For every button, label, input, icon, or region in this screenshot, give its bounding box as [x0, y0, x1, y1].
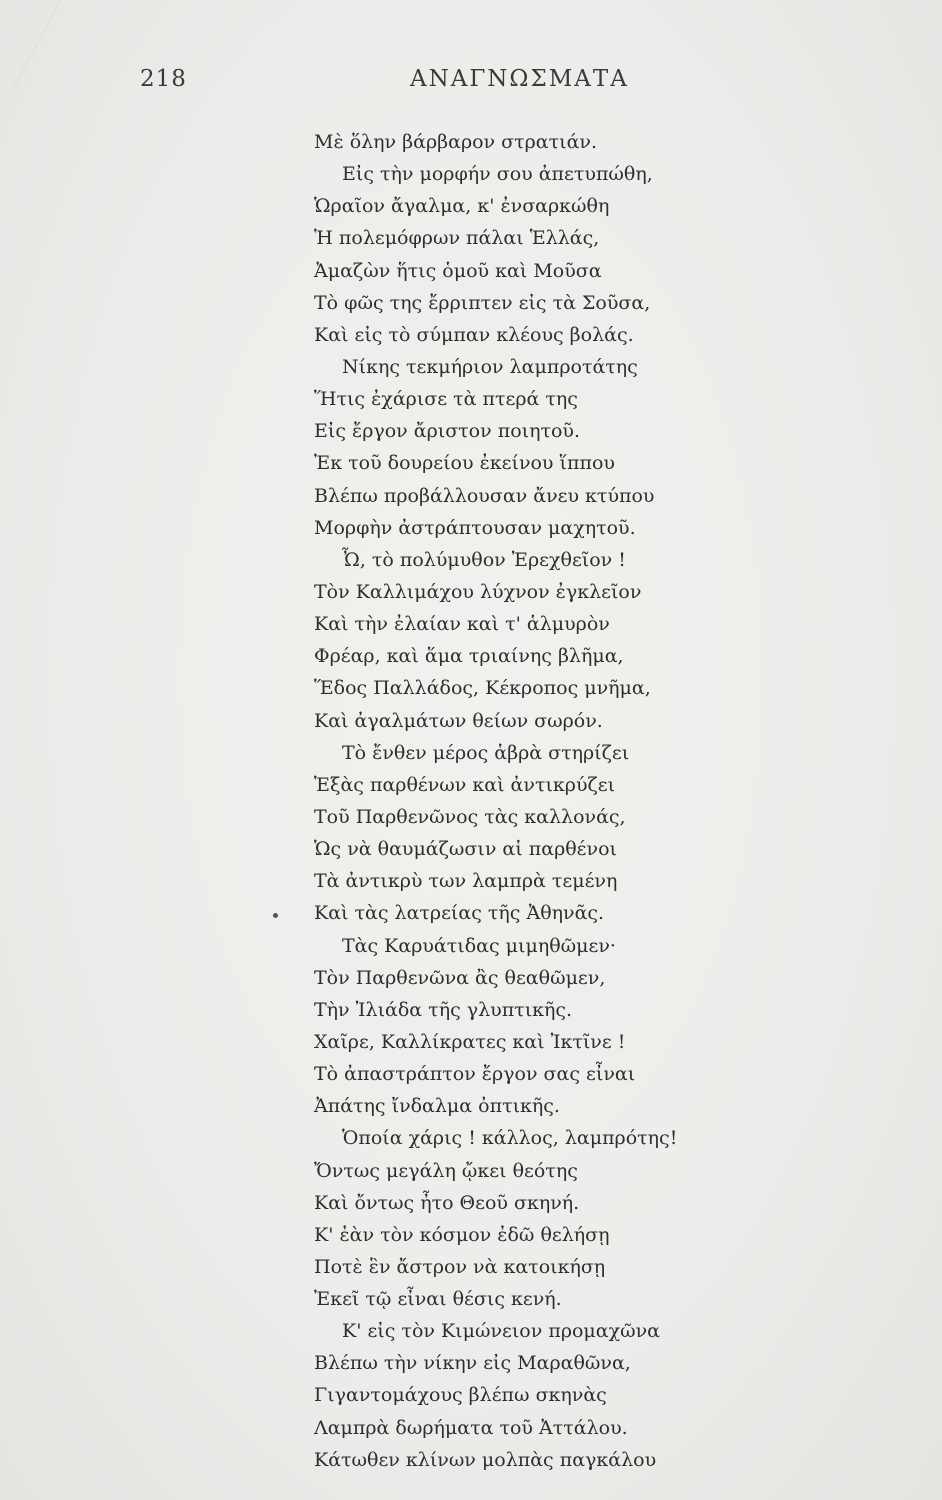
poem-line: Ἐκ τοῦ δουρείου ἐκείνου ἵππου — [314, 452, 615, 475]
poem-line: Ἕδος Παλλάδος, Κέκροπος μνῆμα, — [314, 677, 651, 700]
poem-line: Τὸν Παρθενῶνα ἂς θεαθῶμεν, — [314, 966, 606, 989]
poem-line: Ὡς νὰ θαυμάζωσιν αἱ παρθένοι — [314, 838, 617, 861]
poem-line: Μὲ ὅλην βάρβαρον στρατιάν. — [314, 131, 598, 153]
poem-line: Κ' εἰς τὸν Κιμώνειον προμαχῶνα — [342, 1320, 660, 1343]
poem-line: Καὶ τὰς λατρείας τῆς Ἀθηνᾶς. — [314, 902, 605, 925]
poem-line: Εἰς τὴν μορφήν σου ἀπετυπώθη, — [342, 163, 653, 186]
poem-line: Τὴν Ἰλιάδα τῆς γλυπτικῆς. — [314, 998, 573, 1021]
poem-line: Ποτὲ ἓν ἄστρον νὰ κατοικήσῃ — [314, 1255, 606, 1278]
ink-speck — [273, 913, 278, 918]
poem-line: Τὸ φῶς της ἔρριπτεν εἰς τὰ Σοῦσα, — [314, 291, 651, 314]
poem-line: Ἀπάτης ἴνδαλμα ὀπτικῆς. — [314, 1095, 560, 1118]
poem-line: Τοῦ Παρθενῶνος τὰς καλλονάς, — [314, 805, 626, 828]
poem-line: Ἀμαζὼν ἥτις ὁμοῦ καὶ Μοῦσα — [314, 259, 602, 282]
poem-line: Μορφὴν ἀστράπτουσαν μαχητοῦ. — [314, 516, 636, 539]
poem-text — [314, 126, 934, 1476]
poem-line: Χαῖρε, Καλλίκρατες καὶ Ἰκτῖνε ! — [314, 1030, 626, 1053]
poem-line: Ὦ, τὸ πολύμυθον Ἐρεχθεῖον ! — [342, 548, 626, 571]
poem-line: Τὰς Καρυάτιδας μιμηθῶμεν· — [342, 934, 616, 957]
poem-line: Ἑξὰς παρθένων καὶ ἀντικρύζει — [314, 773, 616, 796]
running-head-title: ΑΝΑΓΝΩΣΜΑΤΑ — [410, 66, 629, 92]
poem-line: Καὶ ὄντως ἦτο Θεοῦ σκηνή. — [314, 1191, 580, 1214]
poem-line: Καὶ τὴν ἐλαίαν καὶ τ' ἁλμυρὸν — [314, 613, 610, 636]
poem-line: Τὸ ἔνθεν μέρος ἁβρὰ στηρίζει — [342, 741, 630, 764]
poem-line: Τὸν Καλλιμάχου λύχνον ἐγκλεῖον — [314, 580, 642, 603]
poem-line: Νίκης τεκμήριον λαμπροτάτης — [342, 355, 638, 378]
poem-line: Λαμπρὰ δωρήματα τοῦ Ἀττάλου. — [314, 1416, 628, 1439]
poem-line: Βλέπω προβάλλουσαν ἄνευ κτύπου — [314, 484, 655, 507]
poem-line: Κ' ἐὰν τὸν κόσμον ἐδῶ θελήσῃ — [314, 1223, 610, 1246]
poem-line: Καὶ εἰς τὸ σύμπαν κλέους βολάς. — [314, 323, 634, 346]
poem-line: Ἐκεῖ τῷ εἶναι θέσις κενή. — [314, 1288, 562, 1311]
poem-line: Γιγαντομάχους βλέπω σκηνὰς — [314, 1384, 607, 1407]
scan-edge-mark — [0, 0, 61, 90]
poem-line: Βλέπω τὴν νίκην εἰς Μαραθῶνα, — [314, 1352, 631, 1375]
poem-line: Τὰ ἀντικρὺ των λαμπρὰ τεμένη — [314, 870, 618, 893]
poem-line: Ὄντως μεγάλη ᾤκει θεότης — [314, 1159, 578, 1182]
poem-line: Ἥτις ἐχάρισε τὰ πτερά της — [314, 388, 578, 411]
poem-line: Καὶ ἀγαλμάτων θείων σωρόν. — [314, 709, 603, 732]
poem-line: Εἰς ἔργον ἄριστον ποιητοῦ. — [314, 420, 581, 443]
poem-line: Κάτωθεν κλίνων μολπὰς παγκάλου — [314, 1448, 657, 1471]
poem-line: Ὡραῖον ἄγαλμα, κ' ἐνσαρκώθη — [314, 195, 610, 218]
page-number: 218 — [140, 66, 187, 92]
poem-line: Ἡ πολεμόφρων πάλαι Ἑλλάς, — [314, 227, 600, 250]
poem-line: Τὸ ἀπαστράπτον ἔργον σας εἶναι — [314, 1063, 636, 1086]
poem-line: Φρέαρ, καὶ ἅμα τριαίνης βλῆμα, — [314, 645, 624, 668]
poem-line: Ὁποία χάρις ! κάλλος, λαμπρότης! — [342, 1127, 678, 1150]
